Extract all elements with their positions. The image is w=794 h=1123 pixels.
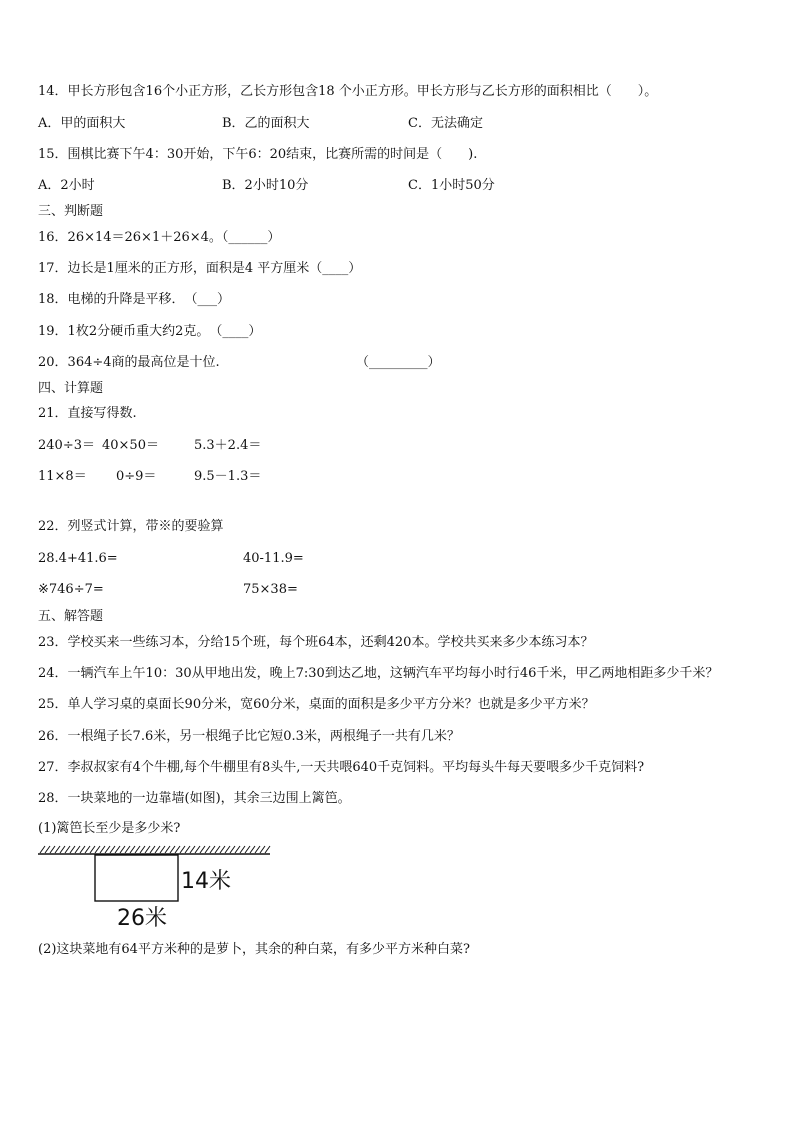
q23: 23．学校买来一些练习本，分给15个班，每个班64本，还剩420本。学校共买来多少本练习本？ xyxy=(38,635,594,650)
wall-hatch-line xyxy=(50,846,55,853)
section-heading-word-problems: 五、解答题 xyxy=(38,609,104,624)
q15-stem: 15．围棋比赛下午4：30开始，下午6：20结束，比赛所需的时间是（ ). xyxy=(38,147,478,162)
wall-hatch-line xyxy=(155,846,160,853)
q21-item: 0÷9＝ xyxy=(116,469,157,484)
wall-hatch-line xyxy=(195,846,200,853)
q15-option-a: A．2小时 xyxy=(38,178,95,193)
q21-item: 40×50＝ xyxy=(102,438,159,453)
wall-hatch-line xyxy=(160,846,165,853)
wall-hatch-line xyxy=(265,846,270,853)
wall-hatch-line xyxy=(200,846,205,853)
wall-hatch-line xyxy=(180,846,185,853)
q28-part2: (2)这块菜地有64平方米种的是萝卜，其余的种白菜，有多少平方米种白菜? xyxy=(38,942,470,957)
q21-item: 240÷3＝ xyxy=(38,438,95,453)
section-heading-judgement: 三、判断题 xyxy=(38,204,104,219)
q14-option-b: B．乙的面积大 xyxy=(222,116,310,131)
q21-item: 11×8＝ xyxy=(38,469,87,484)
wall-hatch-line xyxy=(205,846,210,853)
wall-hatch-line xyxy=(190,846,195,853)
wall-hatch-line xyxy=(130,846,135,853)
wall-hatch-line xyxy=(170,846,175,853)
q28-stem: 28．一块菜地的一边靠墙(如图)，其余三边围上篱笆。 xyxy=(38,791,351,806)
q27: 27．李叔叔家有4个牛棚,每个牛棚里有8头牛,一天共喂640千克饲料。平均每头牛每天要喂多少千克饲料? xyxy=(38,760,645,775)
q21-stem: 21．直接写得数. xyxy=(38,406,137,421)
q22-item: 28.4+41.6= xyxy=(38,551,118,566)
wall-hatch-line xyxy=(245,846,250,853)
q14-stem: 14．甲长方形包含16个小正方形，乙长方形包含18 个小正方形。甲长方形与乙长方形的面积相比（ ）。 xyxy=(38,84,658,99)
wall-hatch-line xyxy=(230,846,235,853)
wall-hatch-line xyxy=(40,846,45,853)
wall-hatch-line xyxy=(150,846,155,853)
q15-option-c: C．1小时50分 xyxy=(408,178,495,193)
q14-option-c: C．无法确定 xyxy=(408,116,483,131)
garden-rectangle xyxy=(95,855,178,901)
wall-hatch-line xyxy=(100,846,105,853)
wall-hatch-line xyxy=(210,846,215,853)
q19: 19．1枚2分硬币重大约2克。 （____） xyxy=(38,324,262,339)
wall-hatch-line xyxy=(65,846,70,853)
wall xyxy=(38,846,270,854)
q22-stem: 22．列竖式计算，带※的要验算 xyxy=(38,519,224,534)
wall-hatch-line xyxy=(145,846,150,853)
wall-hatch-line xyxy=(260,846,265,853)
wall-hatch-line xyxy=(90,846,95,853)
wall-hatch-line xyxy=(110,846,115,853)
q20-stem: 20．364÷4商的最高位是十位. xyxy=(38,355,220,370)
wall-hatch-line xyxy=(60,846,65,853)
q20-answer-blank: （_________） xyxy=(356,355,441,370)
wall-hatch-line xyxy=(75,846,80,853)
q26: 26．一根绳子长7.6米，另一根绳子比它短0.3米，两根绳子一共有几米？ xyxy=(38,729,460,744)
wall-hatch-line xyxy=(225,846,230,853)
garden-plot-figure xyxy=(38,842,278,934)
height-label: 14米 xyxy=(181,869,231,894)
wall-hatch-line xyxy=(220,846,225,853)
wall-hatch-line xyxy=(255,846,260,853)
q17: 17．边长是1厘米的正方形，面积是4 平方厘米（____） xyxy=(38,261,362,276)
wall-hatch-line xyxy=(240,846,245,853)
wall-hatch-line xyxy=(55,846,60,853)
wall-hatch-line xyxy=(80,846,85,853)
q21-item: 9.5－1.3＝ xyxy=(194,469,262,484)
section-heading-calculation: 四、计算题 xyxy=(38,381,104,396)
wall-hatch-line xyxy=(215,846,220,853)
wall-hatch-line xyxy=(120,846,125,853)
q16: 16．26×14＝26×1＋26×4。（______） xyxy=(38,230,281,245)
wall-hatch-line xyxy=(140,846,145,853)
wall-hatch-line xyxy=(95,846,100,853)
width-label: 26米 xyxy=(117,906,167,931)
wall-hatch-line xyxy=(70,846,75,853)
q28-part1: (1)篱笆长至少是多少米? xyxy=(38,821,181,836)
wall-hatch-line xyxy=(165,846,170,853)
wall-hatch-line xyxy=(105,846,110,853)
wall-hatch-line xyxy=(135,846,140,853)
q22-item: 40-11.9= xyxy=(243,551,304,566)
wall-hatch-line xyxy=(175,846,180,853)
q25: 25．单人学习桌的桌面长90分米，宽60分米，桌面的面积是多少平方分米？也就是多少平方米？ xyxy=(38,697,595,712)
wall-hatch-line xyxy=(250,846,255,853)
wall-hatch-line xyxy=(115,846,120,853)
wall-hatch-line xyxy=(45,846,50,853)
q22-item: 75×38= xyxy=(243,582,298,597)
q14-option-a: A．甲的面积大 xyxy=(38,116,126,131)
wall-hatch-line xyxy=(85,846,90,853)
wall-hatch-line xyxy=(125,846,130,853)
q15-option-b: B．2小时10分 xyxy=(222,178,309,193)
q18: 18．电梯的升降是平移． （___） xyxy=(38,292,231,307)
q24: 24．一辆汽车上午10：30从甲地出发，晚上7:30到达乙地，这辆汽车平均每小时行46千米，甲乙两地相距多少千米？ xyxy=(38,666,719,681)
q22-item: ※746÷7= xyxy=(38,582,104,597)
q21-item: 5.3＋2.4＝ xyxy=(194,438,262,453)
wall-hatch-line xyxy=(185,846,190,853)
wall-hatch-line xyxy=(235,846,240,853)
